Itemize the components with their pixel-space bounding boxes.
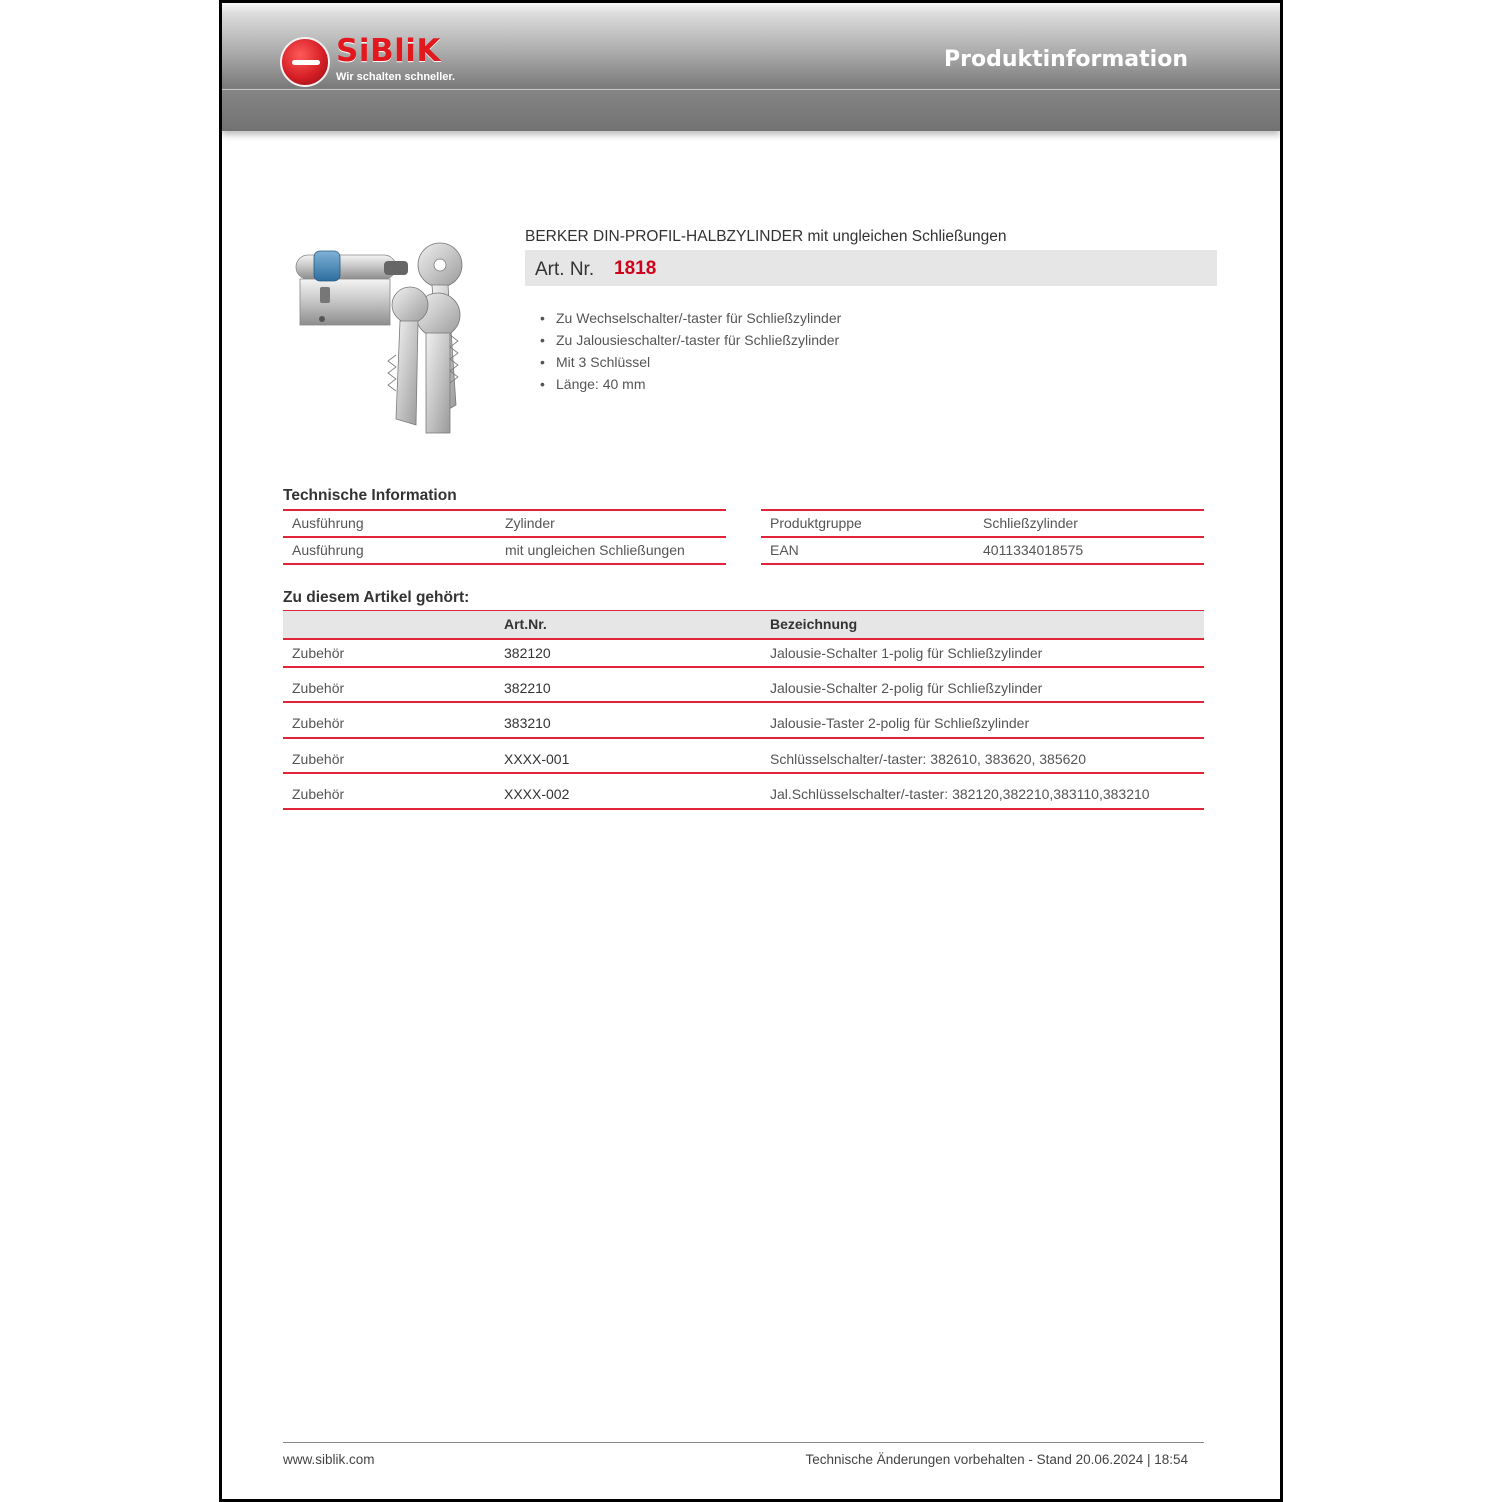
- logo-slogan: Wir schalten schneller.: [336, 71, 456, 83]
- accessories-header-row: [283, 611, 1204, 638]
- footer-divider: [283, 1442, 1204, 1443]
- col-header-bezeichnung: Bezeichnung: [770, 616, 858, 632]
- feature-list: [540, 307, 841, 395]
- tech-value: 4011334018575: [983, 542, 1084, 558]
- accessory-type: Zubehör: [292, 645, 345, 661]
- tech-row-rule: [761, 536, 1204, 538]
- footer-website-link[interactable]: www.siblik.com: [283, 1452, 375, 1467]
- accessory-desc: Jalousie-Taster 2-polig für Schließzylinder: [770, 715, 1030, 731]
- accessory-desc: Jalousie-Schalter 1-polig für Schließzylinder: [770, 645, 1043, 661]
- tech-left-rule: [283, 509, 726, 511]
- siblik-logo[interactable]: [280, 33, 540, 87]
- tech-label: Produktgruppe: [770, 515, 862, 531]
- accessories-header-rule: [283, 638, 1204, 640]
- feature-item: • Zu Jalousieschalter/-taster für Schließzylinder: [540, 329, 841, 351]
- table-row-rule: [283, 701, 1204, 703]
- table-row-rule: [283, 737, 1204, 739]
- tech-label: EAN: [770, 542, 799, 558]
- tech-label: Ausführung: [292, 542, 364, 558]
- tech-value: Schließzylinder: [983, 515, 1078, 531]
- accessory-desc: Schlüsselschalter/-taster: 382610, 383620, 385620: [770, 751, 1086, 767]
- accessory-type: Zubehör: [292, 715, 345, 731]
- accessory-artnr[interactable]: 382210: [504, 680, 551, 696]
- tech-label: Ausführung: [292, 515, 364, 531]
- header-divider: [222, 89, 1280, 90]
- feature-item: • Länge: 40 mm: [540, 373, 841, 395]
- artnr-value: 1818: [614, 258, 657, 279]
- table-row-rule: [283, 666, 1204, 668]
- tech-right-rule: [761, 509, 1204, 511]
- tech-value: mit ungleichen Schließungen: [505, 542, 685, 558]
- accessory-artnr[interactable]: XXXX-002: [504, 786, 570, 802]
- logo-wordmark: SiBliK: [336, 33, 441, 69]
- tech-row-rule: [761, 563, 1204, 565]
- document-page: [219, 0, 1283, 1502]
- col-header-artnr: Art.Nr.: [504, 616, 547, 632]
- accessory-type: Zubehör: [292, 786, 345, 802]
- feature-item: • Zu Wechselschalter/-taster für Schließzylinder: [540, 307, 841, 329]
- accessory-type: Zubehör: [292, 751, 345, 767]
- accessory-desc: Jalousie-Schalter 2-polig für Schließzylinder: [770, 680, 1043, 696]
- table-row-rule: [283, 808, 1204, 810]
- accessory-artnr[interactable]: 382120: [504, 645, 551, 661]
- tech-value: Zylinder: [505, 515, 555, 531]
- artnr-bar: [525, 250, 1217, 286]
- accessory-desc: Jal.Schlüsselschalter/-taster: 382120,382210,383110,383210: [770, 786, 1150, 802]
- table-row-rule: [283, 772, 1204, 774]
- accessory-artnr[interactable]: XXXX-001: [504, 751, 570, 767]
- tech-row-rule: [283, 563, 726, 565]
- header-title: Produktinformation: [944, 47, 1188, 72]
- artnr-label: Art. Nr.: [535, 259, 595, 280]
- tech-info-title: Technische Information: [283, 487, 457, 504]
- accessory-artnr[interactable]: 383210: [504, 715, 551, 731]
- accessories-title: Zu diesem Artikel gehört:: [283, 589, 470, 606]
- accessory-type: Zubehör: [292, 680, 345, 696]
- logo-emblem-icon: [280, 37, 330, 87]
- product-image: [292, 235, 498, 440]
- tech-row-rule: [283, 536, 726, 538]
- footer-note: Technische Änderungen vorbehalten - Stand 20.06.2024 | 18:54: [805, 1452, 1188, 1467]
- product-title: BERKER DIN-PROFIL-HALBZYLINDER mit ungleichen Schließungen: [525, 228, 1007, 245]
- page-header: [222, 3, 1280, 131]
- feature-item: • Mit 3 Schlüssel: [540, 351, 841, 373]
